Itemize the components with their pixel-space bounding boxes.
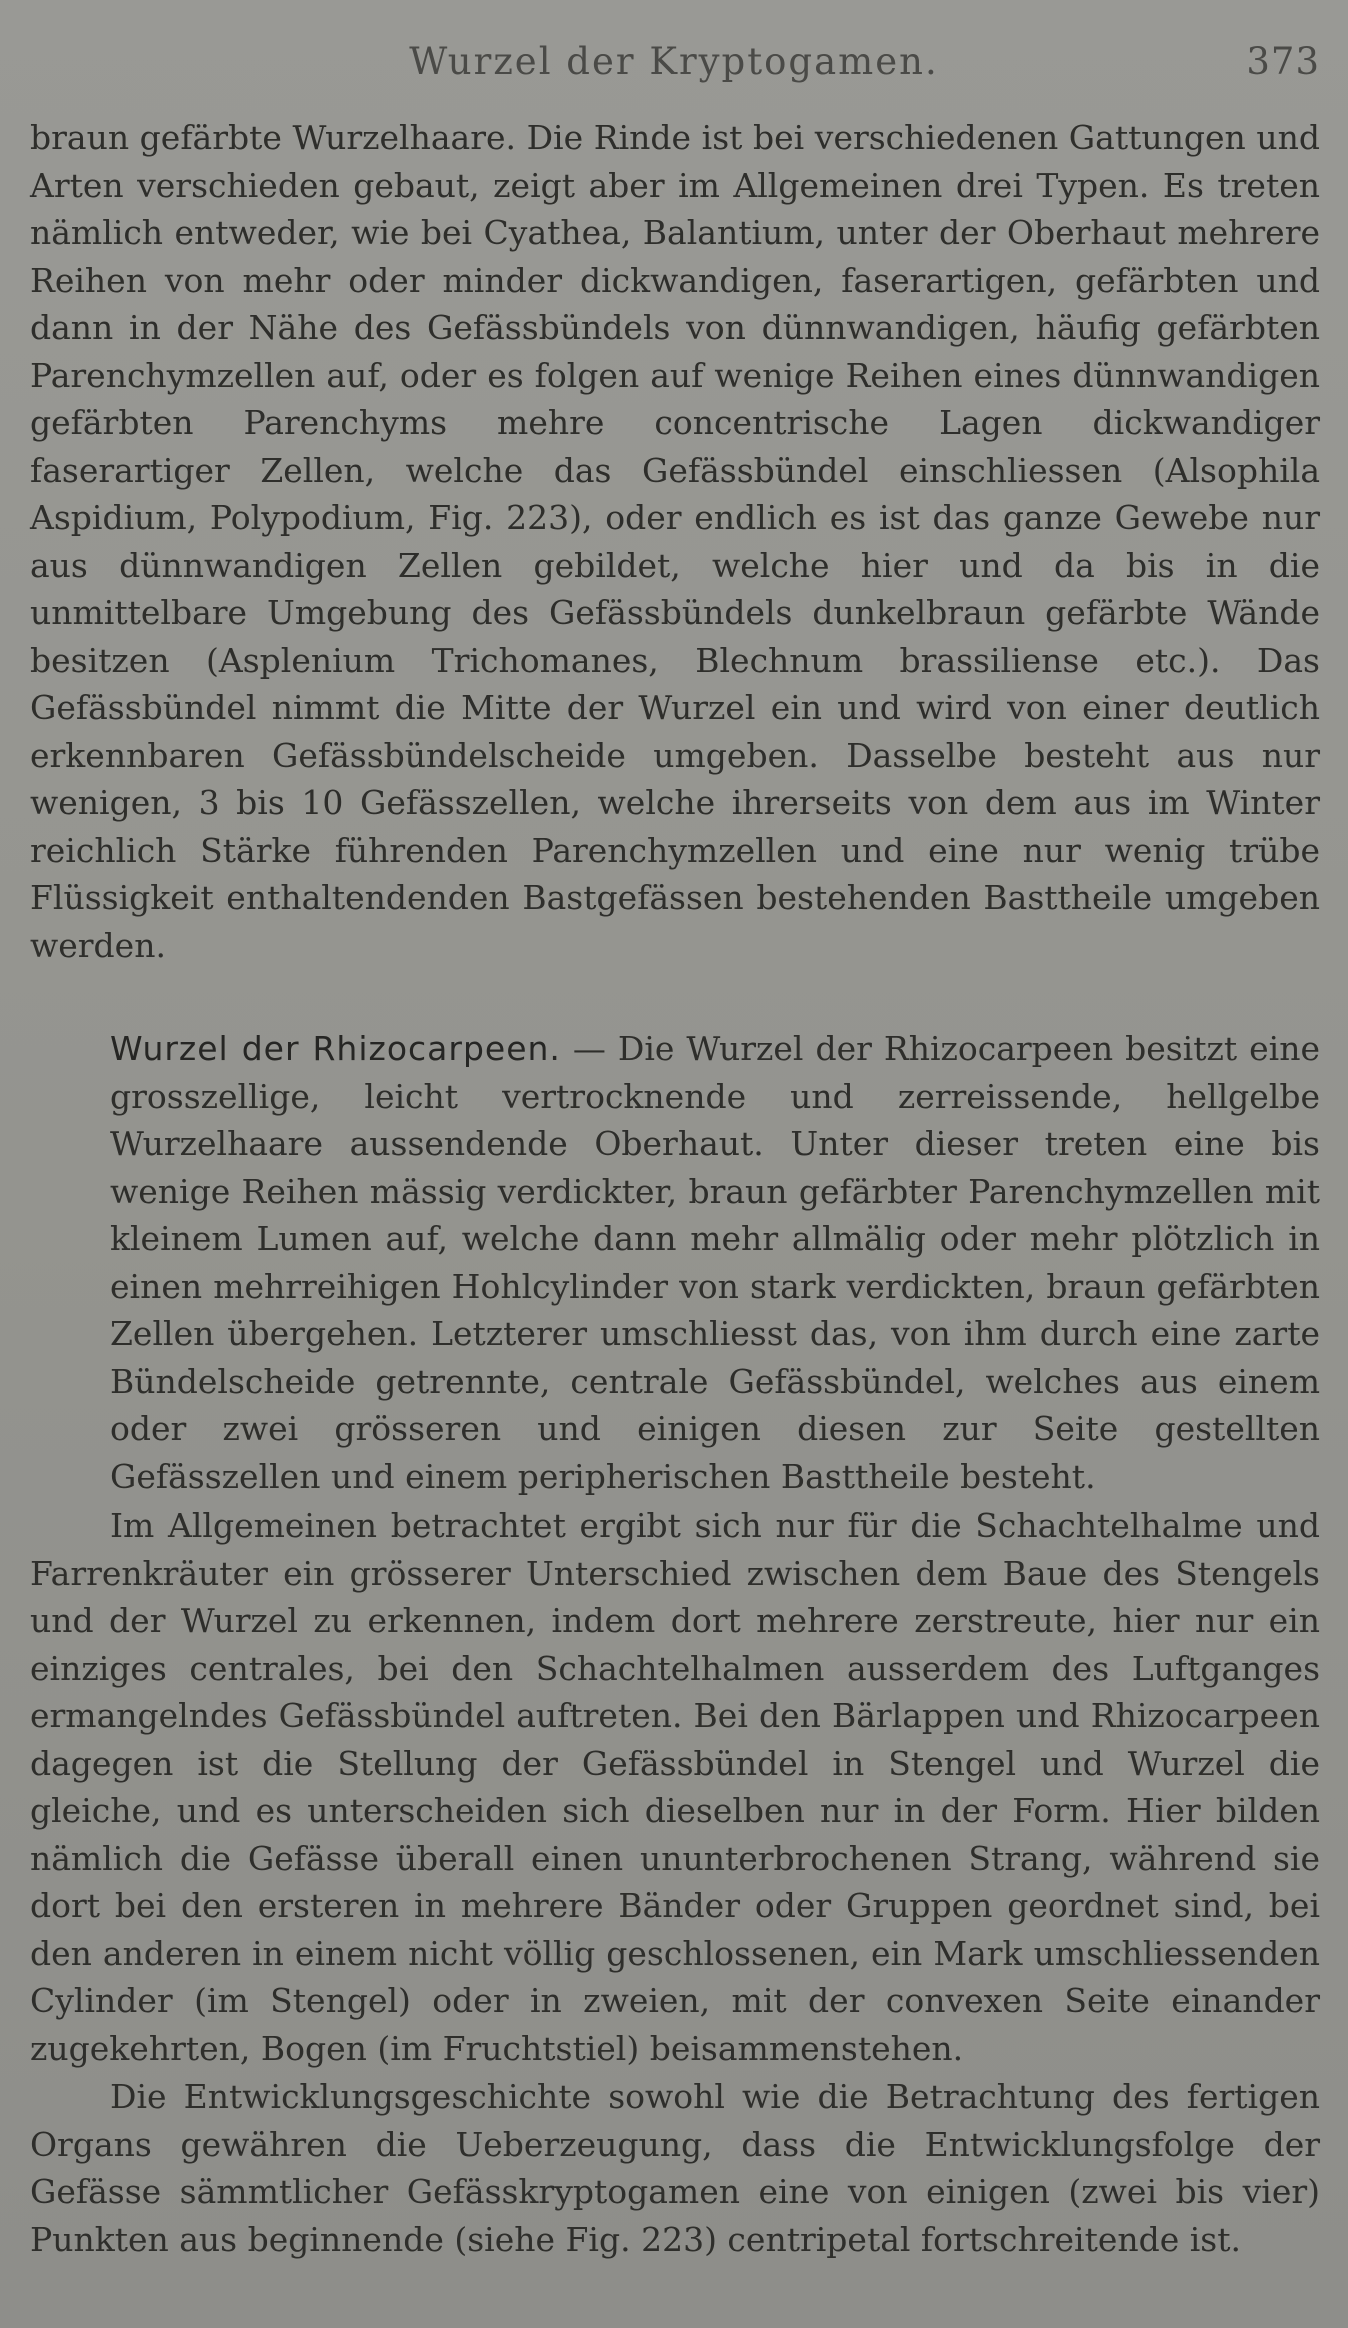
paragraph-text: Die Entwicklungsgeschichte sowohl wie die Betrachtung des fertigen Organs gewähren die Ueberzeugung, dass die Entwicklungsfolge der Gefässe sämmtlicher Gefässkryptogamen eine von einigen (zwei bis vier) Punkten aus beginnende (siehe Fig. 223) centripetal fortschreitende ist. (30, 2077, 1320, 2259)
running-header (0, 40, 1348, 88)
paragraph-rhizocarpeen (30, 1025, 1320, 1500)
section-paragraph (30, 1025, 1320, 1500)
section-heading: Wurzel der Rhizocarpeen. (110, 1029, 561, 1068)
running-title: Wurzel der Kryptogamen. (409, 40, 939, 83)
paragraph-text: Die Wurzel der Rhizocarpeen besitzt eine grosszellige, leicht vertrocknende und zerreissende, hellgelbe Wurzelhaare aussendende Oberhaut. Unter dieser treten eine bis wenige Reihen mässig verdickter, braun gefärbter Parenchymzellen mit kleinem Lumen auf, welche dann mehr allmälig oder mehr plötzlich in einen mehrreihigen Hohlcylinder von stark verdickten, braun gefärbten Zellen übergehen. Letzterer umschliesst das, von ihm durch eine zarte Bündelscheide getrennte, centrale Gefässbündel, welches aus einem oder zwei grösseren und einigen diesen zur Seite gestellten Gefässzellen und einem peripherischen Basttheile besteht. (110, 1029, 1320, 1496)
paragraph-text: braun gefärbte Wurzelhaare. Die Rinde ist bei verschiedenen Gattungen und Arten verschieden gebaut, zeigt aber im Allgemeinen drei Typen. Es treten nämlich entweder, wie bei Cyathea, Balantium, unter der Oberhaut mehrere Reihen von mehr oder minder dickwandigen, faserartigen, gefärbten und dann in der Nähe des Gefässbündels von dünnwandigen, häufig gefärbten Parenchymzellen auf, oder es folgen auf wenige Reihen eines dünnwandigen gefärbten Parenchyms mehre concentrische Lagen dickwandiger faserartiger Zellen, welche das Gefässbündel einschliessen (Alsophila Aspidium, Polypodium, Fig. 223), oder endlich es ist das ganze Gewebe nur aus dünnwandigen Zellen gebildet, welche hier und da bis in die unmittelbare Umgebung des Gefässbündels dunkelbraun gefärbte Wände besitzen (Asplenium Trichomanes, Blechnum brassiliense etc.). Das Gefässbündel nimmt die Mitte der Wurzel ein und wird von einer deutlich erkennbaren Gefässbündelscheide umgeben. Dasselbe besteht aus nur wenigen, 3 bis 10 Gefässzellen, welche ihrerseits von dem aus im Winter reichlich Stärke führenden Parenchymzellen und eine nur wenig trübe Flüssigkeit enthaltendenden Bastgefässen bestehenden Basttheile umgeben werden. (30, 118, 1320, 965)
paragraph-comparison (30, 1502, 1320, 2072)
page-number: 373 (1246, 40, 1320, 83)
paragraph-fern-roots (30, 114, 1320, 969)
paragraph-text: Im Allgemeinen betrachtet ergibt sich nur für die Schachtelhalme und Farrenkräuter ein grösserer Unterschied zwischen dem Baue des Stengels und der Wurzel zu erkennen, indem dort mehrere zerstreute, hier nur ein einziges centrales, bei den Schachtelhalmen ausserdem des Luftganges ermangelndes Gefässbündel auftreten. Bei den Bärlappen und Rhizocarpeen dagegen ist die Stellung der Gefässbündel in Stengel und Wurzel die gleiche, und es unterscheiden sich dieselben nur in der Form. Hier bilden nämlich die Gefässe überall einen ununterbrochenen Strang, während sie dort bei den ersteren in mehrere Bänder oder Gruppen geordnet sind, bei den anderen in einem nicht völlig geschlossenen, ein Mark umschliessenden Cylinder (im Stengel) oder in zweien, mit der convexen Seite einander zugekehrten, Bogen (im Fruchtstiel) beisammenstehen. (30, 1506, 1320, 2068)
paragraph-development (30, 2073, 1320, 2263)
heading-dash: — (560, 1029, 618, 1068)
